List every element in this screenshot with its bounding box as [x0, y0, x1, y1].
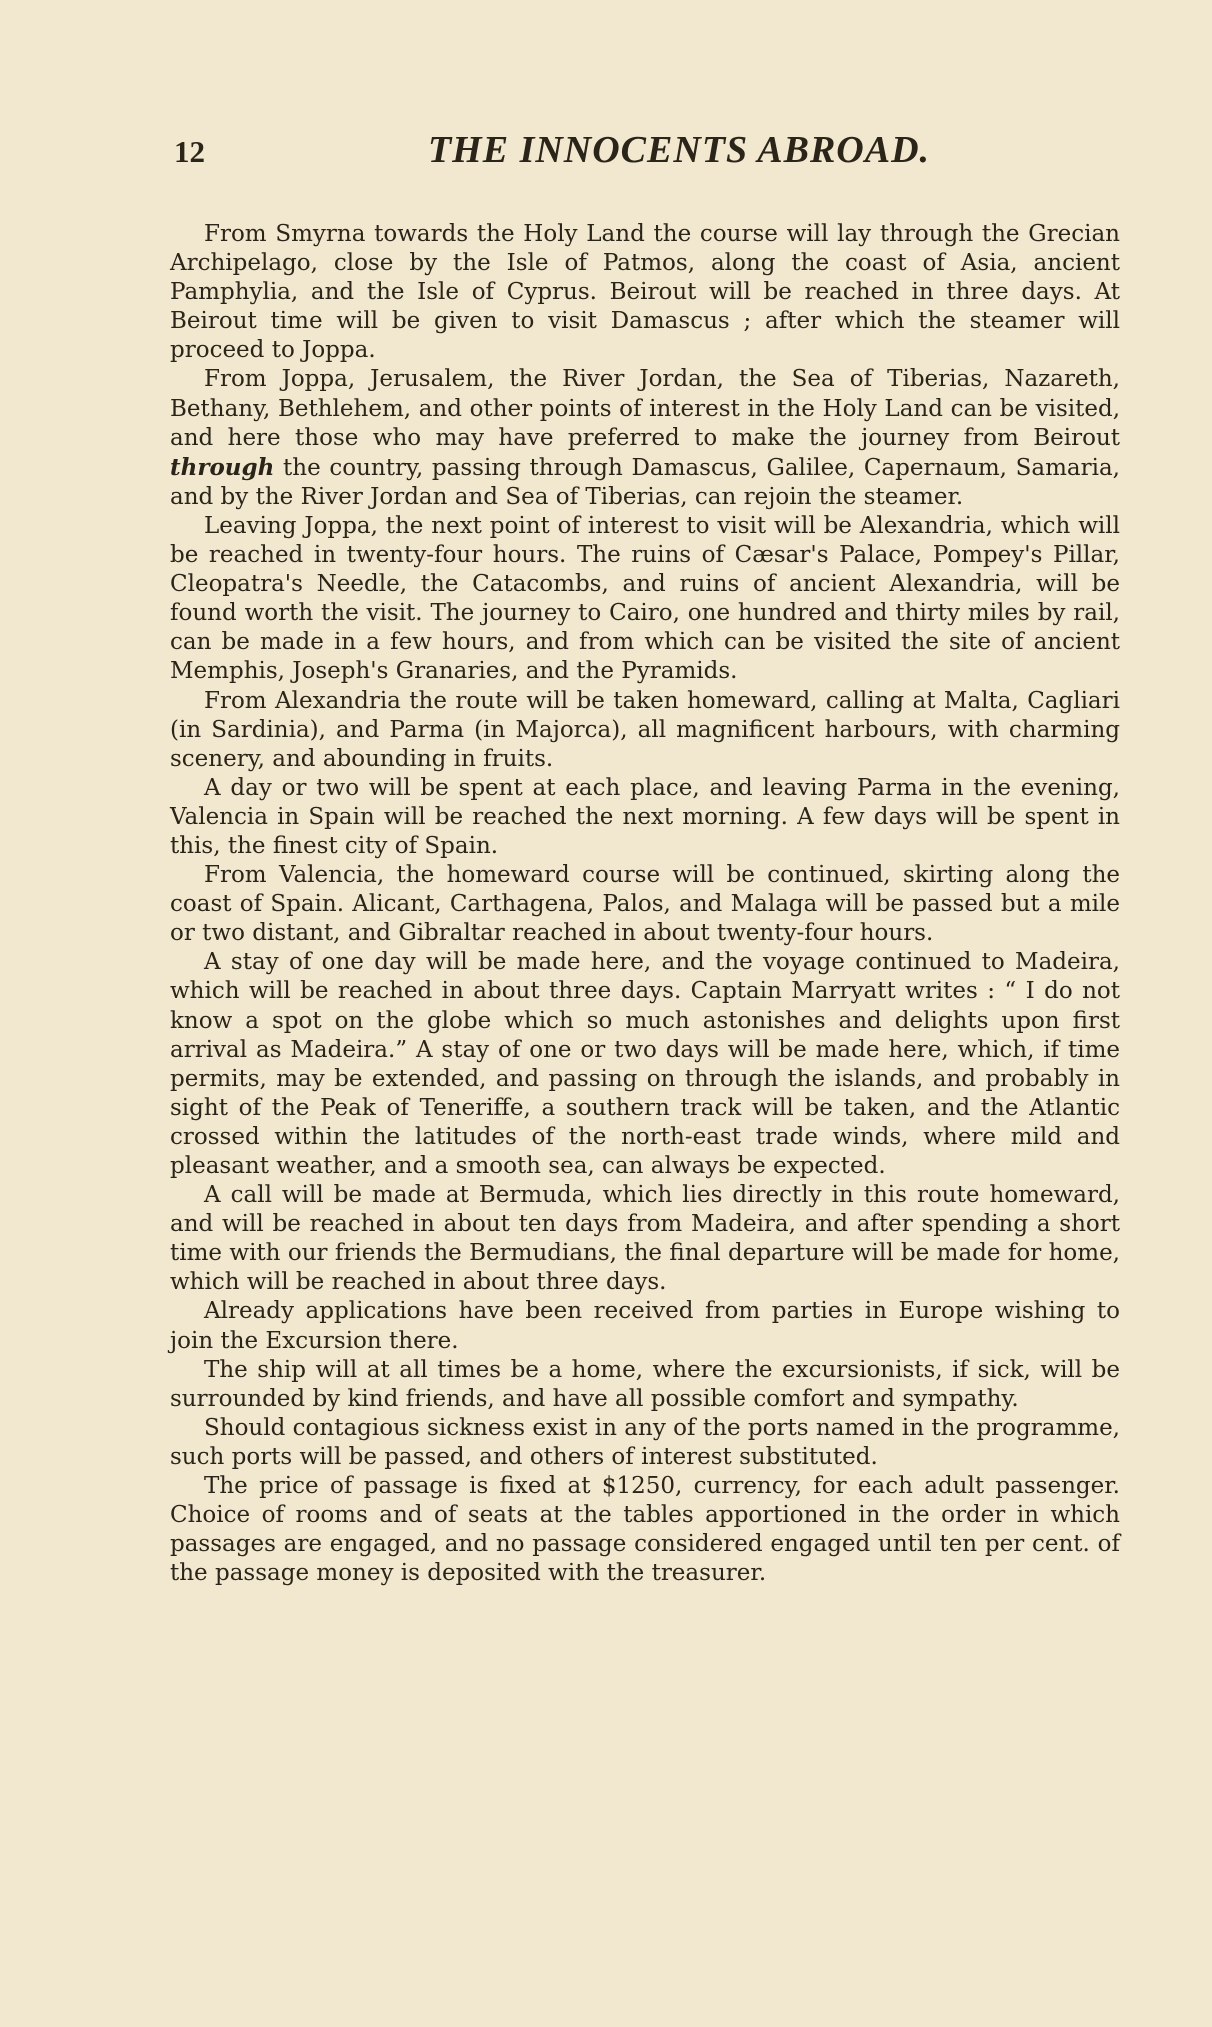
paragraph-joppa [170, 365, 1120, 511]
paragraph-spain-coast: From Valencia, the homeward course will be continued, skirting along the coast of Spain. Alicant, Carthagena, Palos, and Malaga will be passed but a mile or two distant, and Gibraltar reached in about twenty-four hours. [170, 862, 1120, 947]
paragraph-passage-price: The price of passage is fixed at $1250, currency, for each adult passenger. Choice of rooms and of seats at the tables apportioned in the order in which passages are engaged, and no passage considered engaged until ten per cent. of the passage money is deposited with the treasurer. [170, 1473, 1120, 1587]
paragraph-alexandria: Leaving Joppa, the next point of interest to visit will be Alexandria, which will be reached in twenty-four hours. The ruins of Cæsar's Palace, Pompey's Pillar, Cleopatra's Needle, the Catacombs, and ruins of ancient Alexandria, will be found worth the visit. The journey to Cairo, one hundred and thirty miles by rail, can be made in a few hours, and from which can be visited the site of ancient Memphis, Joseph's Granaries, and the Pyramids. [170, 512, 1120, 685]
book-page [170, 128, 1120, 1588]
paragraph-joppa-text-after: the country, passing through Damascus, Galilee, Capernaum, Samaria, and by the River Jordan and Sea of Tiberias, can rejoin the steamer. [170, 454, 1120, 510]
page-number: 12 [174, 134, 205, 169]
paragraph-joppa-text-before: From Joppa, Jerusalem, the River Jordan, the Sea of Tiberias, Nazareth, Bethany, Bethlehem, and other points of interest in the Holy Land can be visited, and here those who may have preferred to make the journey from Beirout [170, 366, 1120, 451]
paragraph-ship-home: The ship will at all times be a home, where the excursionists, if sick, will be surrounded by kind friends, and have all possible comfort and sympathy. [170, 1356, 1120, 1412]
paragraph-holy-land-course: From Smyrna towards the Holy Land the course will lay through the Grecian Archipelago, close by the Isle of Patmos, along the coast of Asia, ancient Pamphylia, and the Isle of Cyprus. Beirout will be reached in three days. At Beirout time will be given to visit Damascus ; after which the steamer will proceed to Joppa. [170, 221, 1120, 364]
running-title: THE INNOCENTS ABROAD. [427, 129, 931, 171]
paragraph-bermuda: A call will be made at Bermuda, which lies directly in this route homeward, and will be reached in about ten days from Madeira, and after spending a short time with our friends the Bermudians, the final departure will be made for home, which will be reached in about three days. [170, 1182, 1120, 1296]
paragraph-homeward-route: From Alexandria the route will be taken homeward, calling at Malta, Cagliari (in Sardinia), and Parma (in Majorca), all magnificent harbours, with charming scenery, and abounding in fruits. [170, 687, 1120, 772]
paragraph-joppa-italic-word: through [170, 453, 275, 481]
paragraph-contagious-sickness: Should contagious sickness exist in any of the ports named in the programme, such ports will be passed, and others of interest substituted. [170, 1414, 1120, 1470]
paragraph-madeira: A stay of one day will be made here, and the voyage continued to Madeira, which will be reached in about three days. Captain Marryatt writes : “ I do not know a spot on the globe which so much astonishes and delights upon first arrival as Madeira.” A stay of one or two days will be made here, which, if time permits, may be extended, and passing on through the islands, and probably in sight of the Peak of Teneriffe, a southern track will be taken, and the Atlantic crossed within the latitudes of the north-east trade winds, where mild and pleasant weather, and a smooth sea, can always be expected. [170, 949, 1120, 1179]
page-header [170, 128, 1120, 176]
paragraph-valencia: A day or two will be spent at each place, and leaving Parma in the evening, Valencia in Spain will be reached the next morning. A few days will be spent in this, the finest city of Spain. [170, 774, 1120, 859]
body-text [170, 220, 1120, 1588]
paragraph-europe-applications: Already applications have been received from parties in Europe wishing to join the Excursion there. [170, 1298, 1120, 1354]
